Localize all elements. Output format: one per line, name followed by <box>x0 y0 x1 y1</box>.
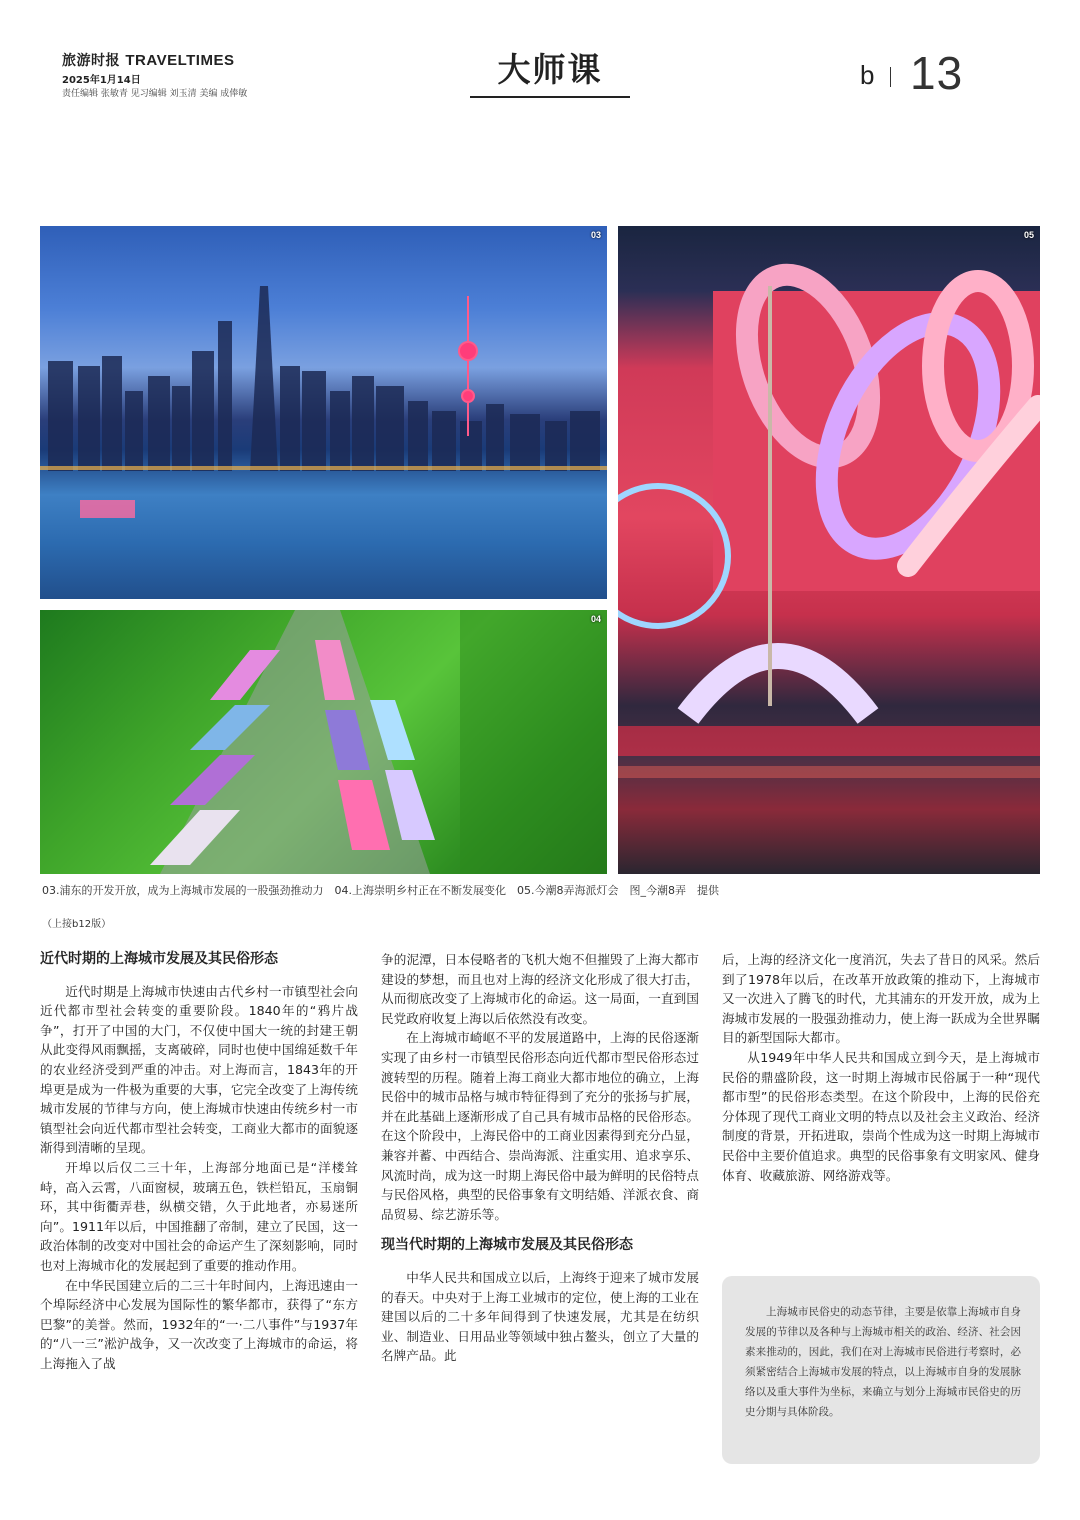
section-title-underline <box>470 96 630 98</box>
paragraph: 开埠以后仅二三十年，上海部分地面已是“洋楼耸峙，高入云霄，八面窗棂，玻璃五色，铁栏铅瓦，玉扇铜环，其中街衢弄巷，纵横交错，久于此地者，亦易迷所向”。1911年以后，中国推翻了帝制，建立了民国，这一政治体制的改变对中国社会的命运产生了深刻影响，同时也对上海城市化的发展起到了重要的推动作用。 <box>40 1159 358 1273</box>
photo-number-04: 04 <box>590 614 601 624</box>
lantern-illustration <box>618 226 1040 874</box>
paragraph: 近代时期是上海城市快速由古代乡村一市镇型社会向近代都市型社会转变的重要阶段。1840年的“鸦片战争”，打开了中国的大门，不仅使中国大一统的封建王朝从此变得风雨飘摇，支离破碎，同时也使中国绵延数千年的农业经济受到严重的冲击。对上海而言，1843年的开埠更是成为一件极为重要的大事，它完全改变了上海传统城市发展的节律与方向，使上海城市快速由传统乡村一市镇型社会向近代都市型社会转变，工商业大都市的面貌逐渐得到清晰的呈现。 <box>40 983 358 1156</box>
section-title: 大师课 <box>497 50 603 89</box>
article-column-3 <box>722 950 1040 1185</box>
continued-note: （上接b12版） <box>42 919 112 930</box>
masthead-name <box>62 50 234 70</box>
paragraph: 在中华民国建立后的二三十年时间内，上海迅速由一个埠际经济中心发展为国际性的繁华都市，获得了“东方巴黎”的美誉。然而，1932年的“一·二八事件”与1937年的“八一三”淞沪战争，又一次改变了上海城市的命运，将上海拖入了战 <box>40 1277 358 1371</box>
paper-name-cn: 旅游时报 <box>62 53 120 69</box>
page-number: 13 <box>910 47 964 99</box>
photo-caption: 03.浦东的开发开放，成为上海城市发展的一股强劲推动力 04.上海崇明乡村正在不断发展变化 05.今潮8弄海派灯会 图_今潮8弄 提供 <box>42 884 719 897</box>
village-illustration <box>40 610 607 874</box>
pullquote-text: 上海城市民俗史的动态节律，主要是依靠上海城市自身发展的节律以及各种与上海城市相关的政治、经济、社会因素来推动的，因此，我们在对上海城市民俗进行考察时，必须紧密结合上海城市发展的特点，以上海城市自身的发展脉络以及重大事件为坐标，来确立与划分上海城市民俗史的历史分期与具体阶段。 <box>745 1306 1021 1418</box>
page-number-divider <box>890 67 891 87</box>
page-letter: b <box>860 60 875 90</box>
article-column-1 <box>40 950 358 1373</box>
photo-number-05: 05 <box>1023 230 1034 240</box>
editor-credits: 责任编辑 张敏青 见习编辑 刘玉清 美编 成俸敏 <box>62 89 248 99</box>
paper-name-en: TRAVELTIMES <box>125 52 235 69</box>
photo-number-03: 03 <box>590 230 601 240</box>
paragraph: 争的泥潭，日本侵略者的飞机大炮不但摧毁了上海大都市建设的梦想，而且也对上海的经济文化形成了很大打击，从而彻底改变了上海城市化的命运。这一局面，一直到国民党政府收复上海以后依然没有改变。 <box>381 952 699 1026</box>
paragraph: 在上海城市崎岖不平的发展道路中，上海的民俗逐渐实现了由乡村一市镇型民俗形态向近代都市型民俗形态过渡转型的历程。随着上海工商业大都市地位的确立，上海民俗中的城市品格与城市特征得到了充分的张扬与扩展，并在此基础上逐渐形成了自己具有城市品格的民俗形态。在这个阶段中，上海民俗中的工商业因素得到充分凸显，兼容并蓄、中西结合、崇尚海派、注重实用、追求享乐、风流时尚，成为这一时期上海民俗中最为鲜明的民俗特点与民俗风格，典型的民俗事象有文明结婚、洋派衣食、商品贸易、综艺游乐等。 <box>381 1030 699 1222</box>
article-column-2 <box>381 950 699 1366</box>
village-aerial-photo <box>40 610 607 874</box>
lantern-night-photo <box>618 226 1040 874</box>
paragraph: 后，上海的经济文化一度消沉，失去了昔日的风采。然后到了1978年以后，在改革开放政策的推动下，上海城市又一次进入了腾飞的时代，尤其浦东的开发开放，成为上海城市发展的一股强劲推动力，使上海一跃成为全世界瞩目的新型国际大都市。 <box>722 952 1040 1046</box>
section-heading-modern: 近代时期的上海城市发展及其民俗形态 <box>40 951 278 967</box>
skyline-illustration <box>40 226 607 599</box>
section-heading-contemporary: 现当代时期的上海城市发展及其民俗形态 <box>381 1237 633 1254</box>
paragraph: 中华人民共和国成立以后，上海终于迎来了城市发展的春天。中央对于上海工业城市的定位，使上海的工业在建国以后的二十多年间得到了快速发展，尤其是在纺织业、制造业、日用品业等领域中独占鳌头，创立了大量的名牌产品。此 <box>381 1269 699 1364</box>
issue-date: 2025年1月14日 <box>62 75 141 86</box>
paragraph: 从1949年中华人民共和国成立到今天，是上海城市民俗的鼎盛阶段，这一时期上海城市民俗属于一种“现代都市型”的民俗形态类型。在这个阶段中，上海的民俗充分体现了现代工商业文明的特点以及社会主义政治、经济制度的背景，开拓进取，崇尚个性成为这一时期上海城市民俗中主要价值追求。典型的民俗事象有文明家风、健身体育、收藏旅游、网络游戏等。 <box>722 1049 1040 1183</box>
skyline-photo <box>40 226 607 599</box>
